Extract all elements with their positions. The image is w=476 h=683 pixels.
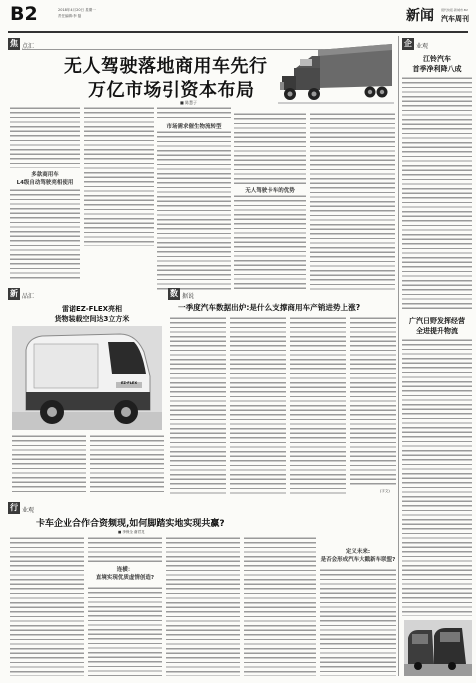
data-box-title: 一季度汽车数据出炉:是什么支撑商用车产销进势上涨? [178, 303, 361, 312]
new-box-text-1 [12, 434, 86, 494]
right-column-divider [398, 36, 399, 676]
data-col-4 [350, 316, 396, 488]
right-title-2b: 全进提升物流 [416, 327, 458, 335]
industry-col-2a [88, 536, 162, 564]
lead-col-4-text-b [234, 194, 306, 290]
section-label-industry: 业观 [22, 507, 35, 514]
section-label-new: 品汇 [22, 293, 35, 300]
lead-col1-subhead-1: 多款商用车 [31, 172, 59, 178]
trucks-photo [404, 620, 472, 676]
section-label-focus: 点汇 [22, 43, 35, 50]
section-tag-industry: 行 [10, 503, 18, 512]
lead-col1-subhead-2: L4级自动驾驶亮相使用 [16, 180, 74, 186]
lead-col-2-text [84, 106, 154, 246]
paper-name: 汽车周刊 [441, 15, 469, 23]
lead-col-3-text [157, 106, 231, 120]
truck-illustration [278, 42, 394, 112]
industry-col-3 [166, 536, 240, 676]
paper-sub: 现代快报·新城市·B2 [441, 8, 468, 12]
right-title-2a: 广汽日野发挥经营 [409, 317, 465, 325]
industry-col-2b [88, 586, 162, 676]
data-col-1 [170, 316, 226, 496]
industry-col-1 [10, 536, 84, 676]
header-rule [8, 31, 468, 33]
new-box-text-2 [90, 434, 164, 494]
section-name: 新闻 [406, 8, 434, 24]
editor-line: 责任编辑:李 磊 [58, 14, 82, 18]
lead-headline-1: 无人驾驶落地商用车先行 [64, 56, 268, 77]
right-text-1 [402, 76, 472, 310]
industry-col-4 [244, 536, 316, 676]
lead-col-1-text-b [10, 188, 80, 280]
section-tag-new: 新 [10, 289, 18, 298]
new-box-title-1: 雷诺EZ-FLEX亮相 [61, 305, 123, 313]
masthead [0, 0, 476, 34]
section-tag-enterprise: 企 [404, 39, 412, 48]
lead-subhead-advantage: 无人驾驶卡车的优势 [245, 188, 295, 194]
data-col-3 [290, 316, 346, 496]
right-title-1b: 首季净利降八成 [412, 65, 462, 73]
section-tag-data: 数 [170, 289, 178, 298]
lead-col-4-text [234, 112, 306, 184]
section-label-enterprise: 业观 [416, 43, 429, 50]
lead-col-5-text [310, 112, 395, 290]
van-photo [12, 326, 162, 430]
industry-byline: ■ 李保全 谢君龙 [118, 530, 145, 534]
lead-headline-2: 万亿市场引资本布局 [88, 80, 255, 101]
right-title-1a: 江铃汽车 [423, 55, 451, 63]
data-col-2 [230, 316, 286, 496]
new-box-title-2: 货物装载空间达3立方米 [54, 315, 130, 323]
van-plate: EZ-FLEX [120, 381, 138, 385]
lead-col-1-text [10, 106, 80, 168]
data-end-mark: (宇文) [380, 489, 390, 493]
page-number: B2 [10, 3, 38, 25]
lead-subhead-demand: 市场需求催生物流转型 [166, 124, 222, 130]
date-line: 2018年4月20日 星期一 [58, 8, 96, 12]
industry-col-5 [320, 568, 396, 676]
industry-subhead: 连横： 直境实现优质虚情创造? [95, 567, 155, 581]
lead-byline: ■ 陈慧子 [180, 100, 198, 105]
industry-subhead-right: 定义未来: 是否会形成汽车大戳新车联盟? [320, 549, 396, 563]
section-label-data: 据说 [182, 293, 195, 300]
industry-title: 卡车企业合作合资频现,如何脚踏实地实现共赢? [36, 519, 225, 529]
right-text-2 [402, 338, 472, 616]
section-tag-focus: 焦 [10, 39, 18, 48]
lead-col-3-text-b [157, 130, 231, 290]
